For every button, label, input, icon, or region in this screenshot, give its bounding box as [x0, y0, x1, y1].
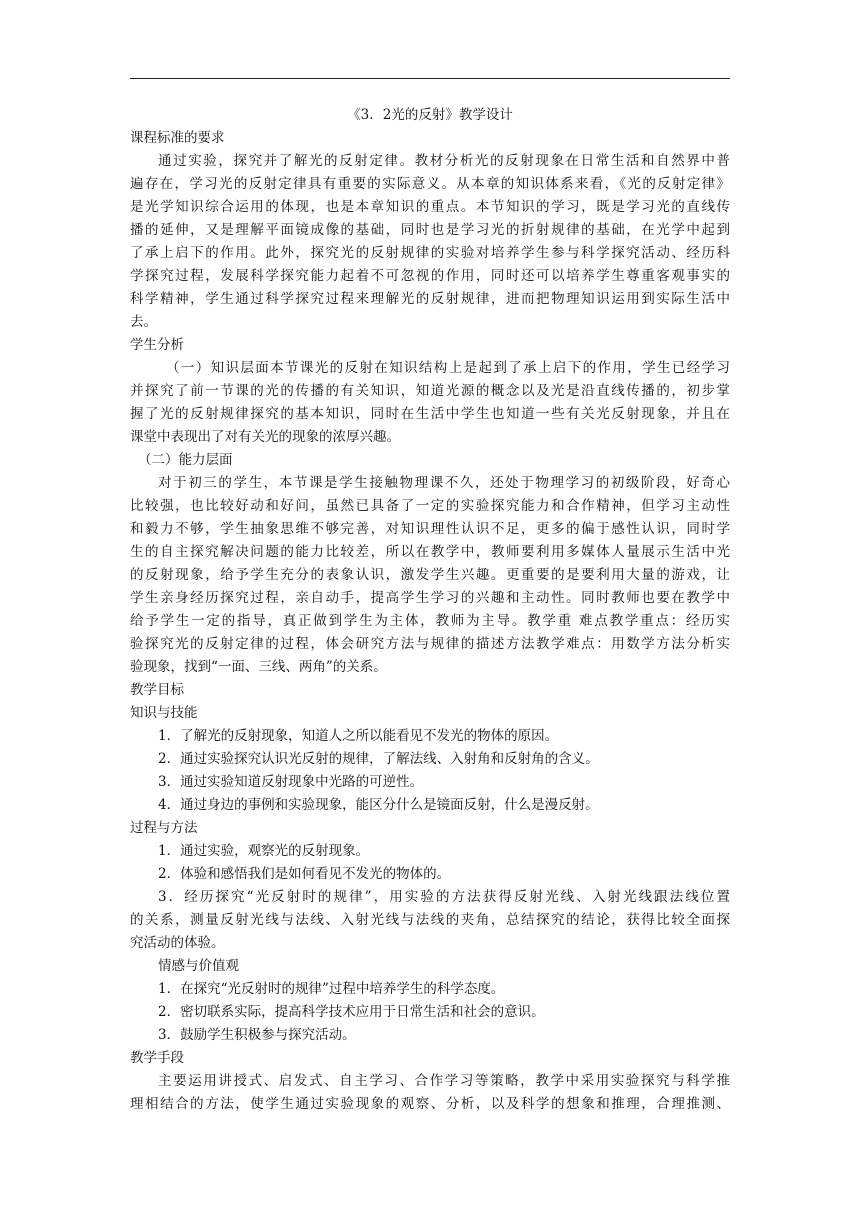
heading-ability: （二）能力层面	[138, 452, 233, 468]
heading-curriculum: 课程标准的要求	[130, 130, 225, 146]
text-line: 给予学生一定的指导，真正做到学生为主体，教师为主导。教学重 难点教学重点：经历实	[130, 613, 730, 629]
paragraph-curriculum	[130, 150, 730, 334]
list-item: 2．体验和感悟我们是如何看见不发光的物体的。	[158, 866, 451, 882]
list-item: 2．密切联系实际，提高科学技术应用于日常生活和社会的意识。	[158, 1004, 545, 1020]
text-line: 理相结合的方法，使学生通过实验现象的观察、分析，以及科学的想象和推理，合理推测、	[130, 1096, 730, 1112]
text-line: 是光学知识综合运用的体现，也是本章知识的重点。本节知识的学习，既是学习光的直线传	[130, 199, 730, 215]
text-line: 学生亲身经历探究过程，亲自动手，提高学生学习的兴趣和主动性。同时教师也要在教学中	[130, 590, 730, 606]
text-line: 生的自主探究解决问题的能力比较差，所以在教学中，教师要利用多媒体人量展示生活中光	[130, 544, 730, 560]
text-line: 验现象，找到“一面、三线、两角”的关系。	[130, 659, 387, 675]
text-line: 验探究光的反射定律的过程，体会研究方法与规律的描述方法教学难点：用数学方法分析实	[130, 636, 730, 652]
text-line: 通过实验，探究并了解光的反射定律。教材分析光的反射现象在日常生活和自然界中普	[158, 153, 730, 169]
text-line: 了承上启下的作用。此外，探究光的反射规律的实验对培养学生参与科学探究活动、经历科	[130, 245, 730, 261]
text-line: 并探究了前一节课的光的传播的有关知识，知道光源的概念以及光是沿直线传播的，初步掌	[130, 383, 730, 399]
heading-goals: 教学目标	[130, 682, 184, 698]
list-item: 3．通过实验知道反射现象中光路的可逆性。	[158, 774, 424, 790]
text-line: 学探究过程，发展科学探究能力起着不可忽视的作用，同时还可以培养学生尊重客观事实的	[130, 268, 730, 284]
text-line: 科学精神，学生通过科学探究过程来理解光的反射规律，进而把物理知识运用到实际生活中	[130, 291, 730, 307]
document-title: 《3．2光的反射》教学设计	[347, 107, 513, 123]
text-line: 3．经历探究“光反射时的规律”，用实验的方法获得反射光线、入射光线跟法线位置	[158, 889, 730, 905]
list-item: 3．鼓励学生积极参与探究活动。	[158, 1027, 356, 1043]
heading-students: 学生分析	[130, 337, 184, 353]
list-item: 1．在探究“光反射时的规律”过程中培养学生的科学态度。	[158, 981, 505, 997]
paragraph-means	[130, 1070, 730, 1116]
text-line: 的反射现象，给予学生充分的表象认识，激发学生兴趣。更重要的是要利用大量的游戏，让	[130, 567, 730, 583]
heading-teaching-means: 教学手段	[130, 1050, 184, 1066]
list-item: 4．通过身边的事例和实验现象，能区分什么是镜面反射，什么是漫反射。	[158, 797, 599, 813]
heading-emotion-values: 情感与价值观	[158, 958, 239, 974]
text-line: 和毅力不够，学生抽象思维不够完善，对知识理性认识不足，更多的偏于感性认识，同时学	[130, 521, 730, 537]
list-emotion	[130, 978, 730, 1047]
list-process	[130, 840, 730, 955]
list-item: 1．了解光的反射现象，知道人之所以能看见不发光的物体的原因。	[158, 728, 559, 744]
heading-knowledge-skills: 知识与技能	[130, 705, 198, 721]
list-knowledge	[130, 725, 730, 817]
paragraph-ability	[130, 472, 730, 679]
text-line: 主要运用讲授式、启发式、自主学习、合作学习等策略，教学中采用实验探究与科学推	[158, 1073, 730, 1089]
text-line: 究活动的体验。	[130, 935, 225, 951]
list-item: 1．通过实验，观察光的反射现象。	[158, 843, 370, 859]
text-line: 播的延伸，又是理解平面镜成像的基础，同时也是学习光的折射规律的基础，在光学中起到	[130, 222, 730, 238]
text-line: 课堂中表现出了对有关光的现象的浓厚兴趣。	[130, 429, 400, 445]
text-line: 遍存在，学习光的反射定律具有重要的实际意义。从本章的知识体系来看，《光的反射定律》	[130, 176, 730, 192]
text-line: 握了光的反射规律探究的基本知识，同时在生活中学生也知道一些有关光反射现象，并且在	[130, 406, 730, 422]
text-line: 的关系，测量反射光线与法线、入射光线与法线的夹角，总结探究的结论，获得比较全面探	[130, 912, 730, 928]
heading-process-method: 过程与方法	[130, 820, 198, 836]
text-line: 对于初三的学生，本节课是学生接触物理课不久，还处于物理学习的初级阶段，好奇心	[158, 475, 730, 491]
document-body	[130, 104, 730, 1116]
paragraph-students	[130, 357, 730, 449]
text-line: 去。	[130, 314, 157, 330]
list-item: 2．通过实验探究认识光反射的规律，了解法线、入射角和反射角的含义。	[158, 751, 599, 767]
text-line: 比较强，也比较好动和好问，虽然已具备了一定的实验探究能力和合作精神，但学习主动性	[130, 498, 730, 514]
text-line: （一）知识层面本节课光的反射在知识结构上是起到了承上启下的作用，学生已经学习	[166, 360, 730, 376]
header-rule	[130, 78, 730, 79]
